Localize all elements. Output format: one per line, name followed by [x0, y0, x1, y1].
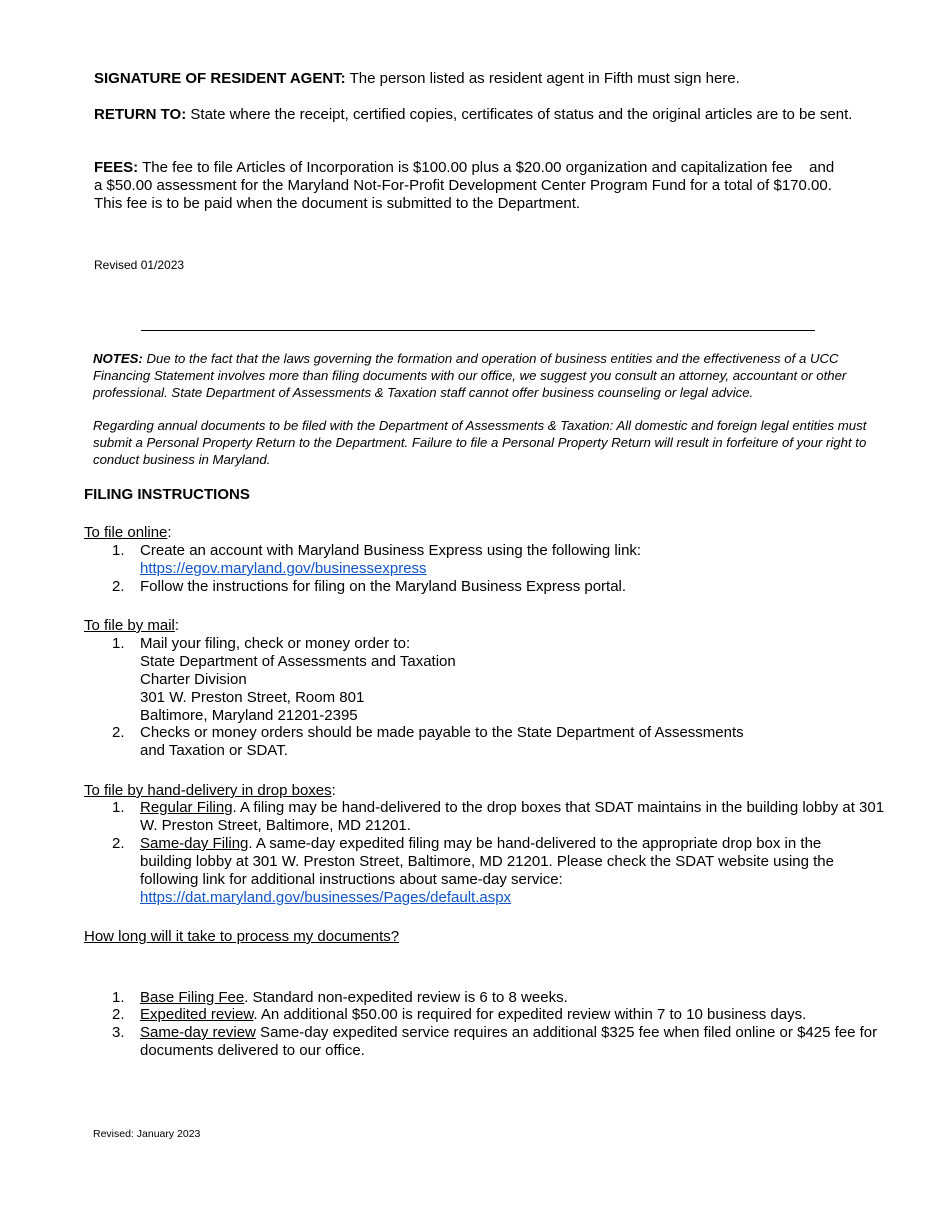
hand-delivery-item-2: [140, 835, 875, 907]
expedited-review-text: . An additional $50.00 is required for expedited review within 7 to 10 business days.: [253, 1006, 807, 1023]
file-online-heading-text: To file online: [84, 524, 168, 541]
file-mail-item-2: [140, 724, 900, 760]
process-item-1: [140, 989, 900, 1007]
list-number: 2.: [112, 724, 125, 741]
same-day-review-label: Same-day review: [140, 1024, 256, 1041]
list-number: 1.: [112, 542, 125, 559]
file-mail-item-1: [140, 635, 900, 725]
file-mail-heading-text: To file by mail: [84, 617, 175, 634]
business-express-link[interactable]: https://egov.maryland.gov/businessexpress: [140, 560, 427, 577]
list-number: 1.: [112, 989, 125, 1006]
notes-text: Due to the fact that the laws governing the formation and operation of business entities and the effectiveness of a UCC Financing Statement involves more than filing documents with our office, we suggest you consult an attorney, accountant or other professional. State Department of Assessments & Taxation staff cannot offer business counseling or legal advice.: [93, 351, 847, 400]
list-number: 3.: [112, 1024, 125, 1041]
hand-delivery-item-1: [140, 799, 900, 835]
notes-paragraph: [93, 351, 888, 401]
file-hand-delivery-heading-text: To file by hand-delivery in drop boxes: [84, 782, 332, 799]
file-mail-item-2-line-1: Checks or money orders should be made payable to the State Department of Assessments: [140, 724, 744, 741]
fees-line-3: This fee is to be paid when the document is submitted to the Department.: [94, 195, 581, 212]
mail-address-line-4: Baltimore, Maryland 21201-2395: [140, 707, 358, 724]
list-number: 2.: [112, 835, 125, 852]
file-online-heading: [84, 524, 172, 542]
return-to-label: RETURN TO:: [94, 106, 187, 123]
expedited-review-label: Expedited review: [140, 1006, 254, 1023]
fees-text-1: The fee to file Articles of Incorporation is $100.00 plus a $20.00 organization and capitalization fee and: [138, 159, 835, 176]
same-day-review-text: Same-day expedited service requires an additional $325 fee when filed online or $425 fee for documents delivered to our office.: [140, 1024, 878, 1059]
list-number: 2.: [112, 1006, 125, 1023]
process-item-3: [140, 1024, 900, 1060]
return-to-paragraph: [94, 106, 884, 124]
file-online-item-1: [140, 542, 900, 578]
signature-text: The person listed as resident agent in Fifth must sign here.: [345, 70, 740, 87]
footer-revised: Revised: January 2023: [93, 1128, 201, 1140]
fees-line-2: a $50.00 assessment for the Maryland Not-For-Profit Development Center Program Fund for a total of $170.00.: [94, 177, 832, 194]
file-hand-delivery-heading: [84, 782, 336, 800]
base-filing-fee-label: Base Filing Fee: [140, 989, 245, 1006]
revised-date: Revised 01/2023: [94, 258, 185, 272]
file-mail-item-2-line-2: and Taxation or SDAT.: [140, 742, 288, 759]
signature-label: SIGNATURE OF RESIDENT AGENT:: [94, 70, 346, 87]
file-mail-colon: :: [174, 617, 180, 634]
resident-agent-signature-paragraph: [94, 70, 894, 88]
same-day-filing-text: . A same-day expedited filing may be hand-delivered to the appropriate drop box in the building lobby at 301 W. Preston Street, Baltimore, MD 21201. Please check the SDAT website using the following link for additional instructions about same-day service:: [140, 835, 834, 888]
list-number: 2.: [112, 578, 125, 595]
sdat-website-link[interactable]: https://dat.maryland.gov/businesses/Pages/default.aspx: [140, 889, 512, 906]
regular-filing-text: . A filing may be hand-delivered to the drop boxes that SDAT maintains in the building lobby at 301 W. Preston Street, Baltimore, MD 21201.: [140, 799, 885, 834]
mail-address-line-3: 301 W. Preston Street, Room 801: [140, 689, 365, 706]
fees-label: FEES:: [94, 159, 139, 176]
file-hand-delivery-colon: :: [331, 782, 336, 799]
processing-time-heading: How long will it take to process my documents?: [84, 928, 400, 945]
return-to-text: State where the receipt, certified copies, certificates of status and the original articles are to be sent.: [186, 106, 853, 123]
notes-label: NOTES:: [93, 351, 143, 366]
filing-instructions-heading: FILING INSTRUCTIONS: [84, 486, 250, 503]
fees-line-1: [94, 159, 914, 177]
file-online-item-1-text: Create an account with Maryland Business Express using the following link:: [140, 542, 642, 559]
list-number: 1.: [112, 635, 125, 652]
base-filing-fee-text: . Standard non-expedited review is 6 to 8 weeks.: [244, 989, 568, 1006]
mail-address-line-2: Charter Division: [140, 671, 247, 688]
file-mail-item-1-text: Mail your filing, check or money order to:: [140, 635, 411, 652]
same-day-filing-label: Same-day Filing: [140, 835, 249, 852]
fees-paragraph: [94, 159, 914, 213]
mail-address-line-1: State Department of Assessments and Taxation: [140, 653, 456, 670]
file-mail-heading: [84, 617, 179, 635]
process-item-2: [140, 1006, 900, 1024]
file-online-item-2: Follow the instructions for filing on the Maryland Business Express portal.: [140, 578, 627, 595]
file-online-colon: :: [167, 524, 172, 541]
section-divider: [141, 330, 815, 331]
regular-filing-label: Regular Filing: [140, 799, 233, 816]
list-number: 1.: [112, 799, 125, 816]
annual-documents-paragraph: Regarding annual documents to be filed with the Department of Assessments & Taxation: All domestic and foreign legal entities must submit a Personal Property Return to the Department. Failure to file a Personal Property Return will result in forfeiture of your right to conduct business in Maryland.: [93, 418, 867, 467]
